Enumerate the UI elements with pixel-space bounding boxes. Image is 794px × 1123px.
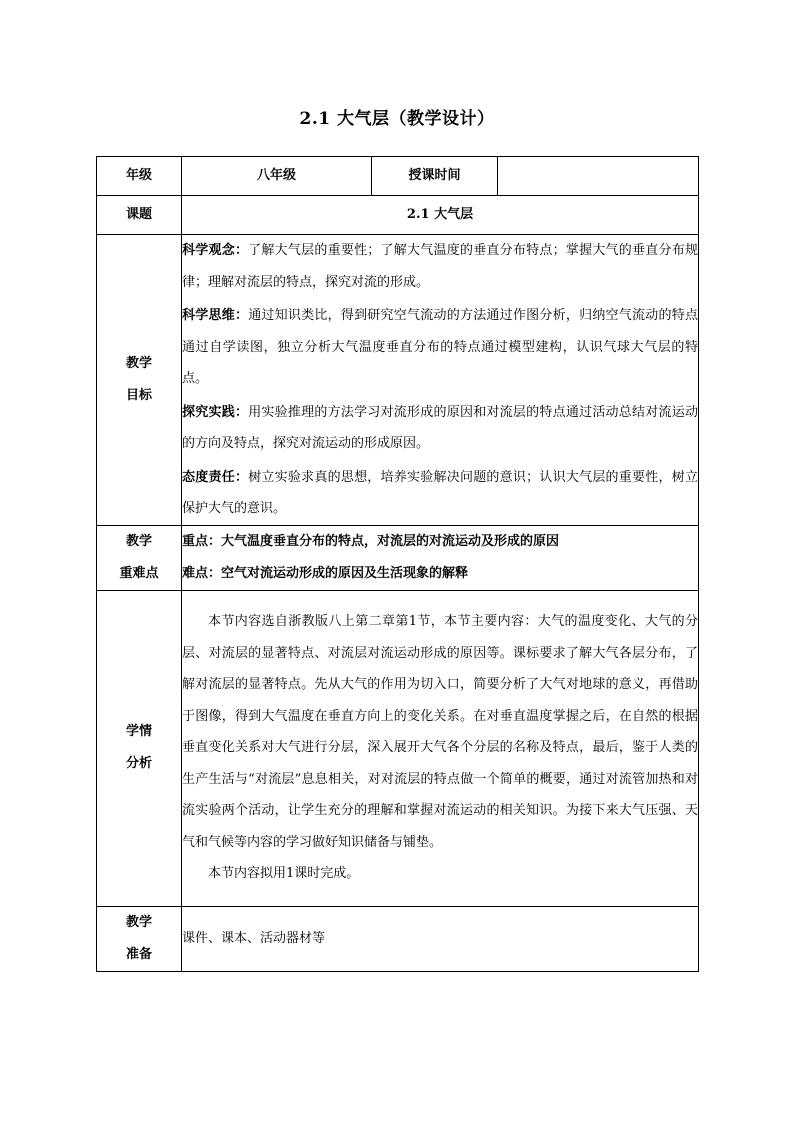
goals-row [97,235,699,526]
difficult-point: 难点：空气对流运动形成的原因及生活现象的解释 [182,565,469,581]
grade-row [97,157,699,196]
goal-item: 探究实践：用实验推理的方法学习对流形成的原因和对流层的特点通过活动总结对流运动的方向及特点，探究对流运动的形成原因。 [182,404,698,451]
goal-item: 态度责任：树立实验求真的思想，培养实验解决问题的意识；认识大气层的重要性，树立保护大气的意识。 [182,469,698,516]
grade-label: 年级 [97,157,182,196]
goals-label: 教学 目标 [97,235,182,526]
grade-value: 八年级 [182,157,372,196]
topic-row [97,196,699,235]
prep-row [97,906,699,971]
analysis-row [97,590,699,906]
goal-item: 科学思维：通过知识类比，得到研究空气流动的方法通过作图分析，归纳空气流动的特点通过自学读图，独立分析大气温度垂直分布的特点通过模型建构，认识气球大气层的特点。 [182,308,698,386]
prep-content: 课件、课本、活动器材等 [182,906,699,971]
analysis-paragraph: 本节内容拟用1课时完成。 [208,866,360,882]
goal-item: 科学观念：了解大气层的重要性；了解大气温度的垂直分布特点；掌握大气的垂直分布规律；理解对流层的特点，探究对流的形成。 [182,243,698,290]
analysis-paragraph: 本节内容选自浙教版八上第二章第1节，本节主要内容：大气的温度变化、大气的分层、对流层的显著特点、对流层对流运动形成的原因等。课标要求了解大气各层分布，了解对流层的显著特点。先从大气的作用为切入口，简要分析了大气对地球的意义，再借助于图像，得到大气温度在垂直方向上的变化关系。在对垂直温度掌握之后，在自然的根据垂直变化关系对大气进行分层，深入展开大气各个分层的名称及特点，最后，鉴于人类的生产生活与“对流层”息息相关，对对流层的特点做一个简单的概要，通过对流管加热和对流实验两个活动，让学生充分的理解和掌握对流运动的相关知识。为接下来大气压强、天气和气候等内容的学习做好知识储备与铺垫。 [182,614,698,850]
keypoints-content [182,525,699,590]
analysis-content [182,590,699,906]
lesson-plan-table [96,156,699,972]
keypoints-row [97,525,699,590]
class-time-value [498,157,699,196]
topic-label: 课题 [97,196,182,235]
class-time-label: 授课时间 [372,157,498,196]
analysis-label: 学情 分析 [97,590,182,906]
document-title: 2.1 大气层（教学设计） [299,109,495,129]
prep-label: 教学 准备 [97,906,182,971]
key-point: 重点：大气温度垂直分布的特点，对流层的对流运动及形成的原因 [182,534,560,549]
topic-value: 2.1 大气层 [182,196,699,235]
goals-content [182,235,699,526]
keypoints-label: 教学 重难点 [97,525,182,590]
